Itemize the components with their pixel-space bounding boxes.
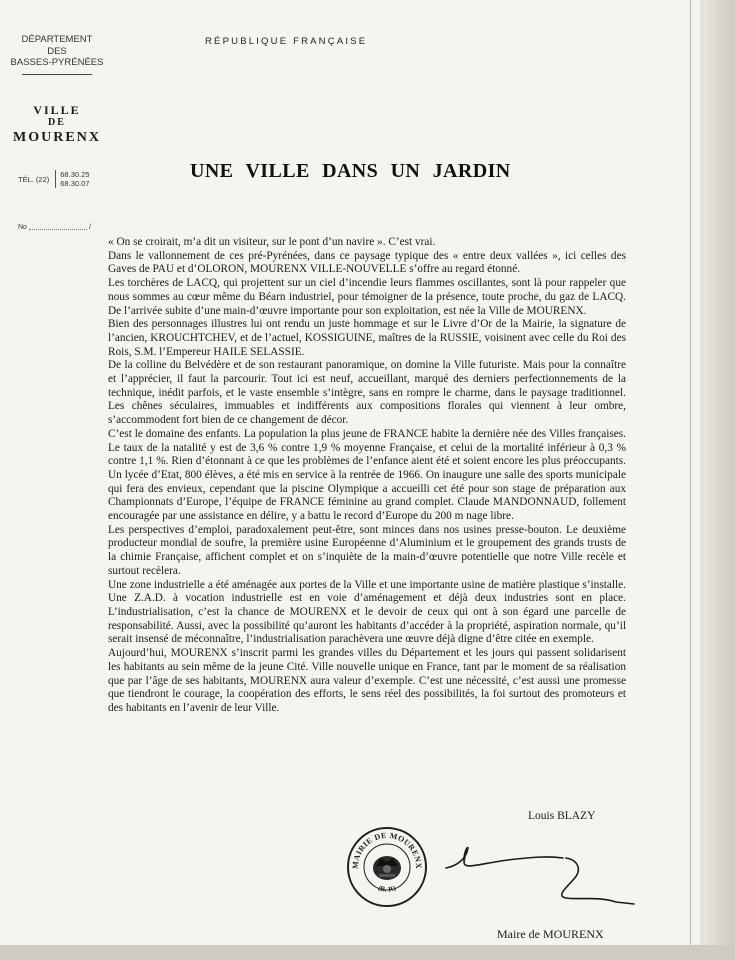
- body-paragraph-5: De la colline du Belvédère et de son restaurant panoramique, on domine la Ville futuriste. Mais pour la connaître et l’apprécier, il faut la parcourir. Tout ici est neuf, accueillant, marqué des derniers perfectionnements de la technique, inédit parfois, et le vaste ensemble s’intègre, sans en rompre le charme, dans le paysage traditionnel. Les chênes séculaires, immuables et indifférents aux compositions florales qui viennent à leur ombre, s’accommodent fort bien de ce changement de décor.: [108, 359, 626, 427]
- body-paragraph-1: « On se croirait, m’a dit un visiteur, sur le pont d’un navire ». C’est vrai.: [108, 236, 436, 248]
- signatory-name: Louis BLAZY: [528, 810, 596, 822]
- body-paragraph-6: C’est le domaine des enfants. La population la plus jeune de FRANCE habite la dernière née des Villes françaises. Le taux de la natalité y est de 3,6 % contre 1,9 % moyenne Française, et celui de la mortalité inférieur à 0,3 % contre 1,1 %. Rien d’étonnant à ce que les problèmes de l’enfance aient été et soient encore les plus préoccupants. Un lycée d’Etat, 800 élèves, a été mis en service à la rentrée de 1966. On inaugure une salle des sports municipale qui fera des envieux, cependant que la piscine Olympique a accueilli cet été pour son stage de préparation aux Championnats d’Europe, l’équipe de FRANCE féminine au grand complet. Claude MANDONNAUD, follement encouragée par une assistance en délire, y a battu le record d’Europe du 200 m nage libre.: [108, 427, 626, 523]
- reference-dotted-line: [29, 229, 87, 230]
- mayor-caption: Maire de MOURENX: [497, 927, 604, 941]
- mairie-seal-stamp: [346, 826, 428, 908]
- page-title: UNE VILLE DANS UN JARDIN: [190, 160, 511, 182]
- telephone-number-2: 68.30.07: [60, 179, 90, 188]
- de-label: DE: [48, 116, 66, 128]
- page-fold-line: [690, 0, 691, 945]
- reference-line: [18, 224, 91, 231]
- reference-label: No: [18, 224, 27, 231]
- department-line-2: DES: [47, 45, 67, 57]
- reference-suffix: /: [88, 224, 91, 231]
- body-paragraph-8: Une zone industrielle a été aménagée aux portes de la Ville et une importante usine de matière plastique s’installe. Une Z.A.D. à vocation industrielle est en voie d’aménagement et déjà deux industries sont en place. L’industrialisation, c’est la chance de MOURENX et le devoir de ceux qui ont à son égard une parcelle de responsabilité. Aussi, avec la possibilité qu’auront les habitants d’accéder à la propriété, aspiration normale, qu’il serait insensé de méconnaître, l’industrialisation parachèvera une œuvre déjà digne d’être citée en exemple.: [108, 578, 626, 646]
- telephone-number-1: 68.30.25: [60, 170, 90, 179]
- telephone-label: TÉL. (22): [18, 174, 50, 184]
- letter-body: [108, 236, 626, 716]
- republique-header: RÉPUBLIQUE FRANÇAISE: [205, 36, 368, 47]
- body-paragraph-4: Bien des personnages illustres lui ont rendu un juste hommage et sur le Livre d’Or de la Mairie, la signature de l’ancien, KROUCHTCHEV, et de l’actuel, KOSSIGUINE, maîtres de la RUSSIE, voisinent avec celle du Roi des Rois, S.M. l’Empereur HAILE SELASSIE.: [108, 318, 626, 358]
- stamp-emblem-icon: [373, 856, 401, 880]
- telephone-block: [18, 170, 89, 188]
- paper-edge-bottom: [0, 945, 735, 960]
- stamp-bottom-text: (B.-P.): [377, 884, 397, 894]
- ville-label: VILLE: [33, 102, 81, 117]
- body-paragraph-9: Aujourd’hui, MOURENX s’inscrit parmi les grandes villes du Département et les jours qui passent solidarisent les habitants au sein même de la jeune Cité. Ville nouvelle unique en France, tant par le moment de sa réalisation que par l’âge de ses habitants, MOURENX aura valeur d’exemple. C’est une nécessité, c’est aussi une promesse que tiendront le courage, la coopération des efforts, le sens réel des possibilités, la foi surtout des promoteurs et des habitants en l’avenir de leur Ville.: [108, 647, 626, 714]
- body-paragraph-2: Dans le vallonnement de ces pré-Pyrénées, dans ce paysage typique des « entre deux vallées », ici celles des Gaves de PAU et d’OLORON, MOURENX VILLE-NOUVELLE s’offre au regard étonné.: [108, 249, 626, 276]
- city-name: MOURENX: [13, 129, 101, 145]
- handwritten-signature: [438, 840, 638, 910]
- stamp-top-text: MAIRIE DE MOURENX: [350, 830, 424, 870]
- paper-edge-right: [700, 0, 735, 960]
- department-line-3: BASSES-PYRÉNÉES: [10, 57, 104, 68]
- telephone-numbers: [55, 170, 89, 188]
- department-divider: [22, 74, 92, 75]
- body-paragraph-3: Les torchères de LACQ, qui projettent sur un ciel d’incendie leurs flammes oscillantes, sont là pour rappeler que nous sommes au cœur même du Béarn industriel, pour témoigner de la présence, toute proche, du gaz de LACQ. De l’arrivée subite d’une main-d’œuvre importante pour son exploitation, est née la Ville de MOURENX.: [108, 277, 626, 317]
- letterhead-left: [2, 34, 112, 147]
- body-paragraph-7: Les perspectives d’emploi, paradoxalement peut-être, sont minces dans nos usines presse-bouton. Le deuxième producteur mondial de soufre, la première usine Européenne d’Aluminium et le groupement des grands trusts de la chimie Française, affichent complet et on s’inquiète de la main-d’œuvre potentielle que notre Ville recèle et surtout recèlera.: [108, 523, 626, 577]
- department-line-1: DÉPARTEMENT: [21, 34, 93, 45]
